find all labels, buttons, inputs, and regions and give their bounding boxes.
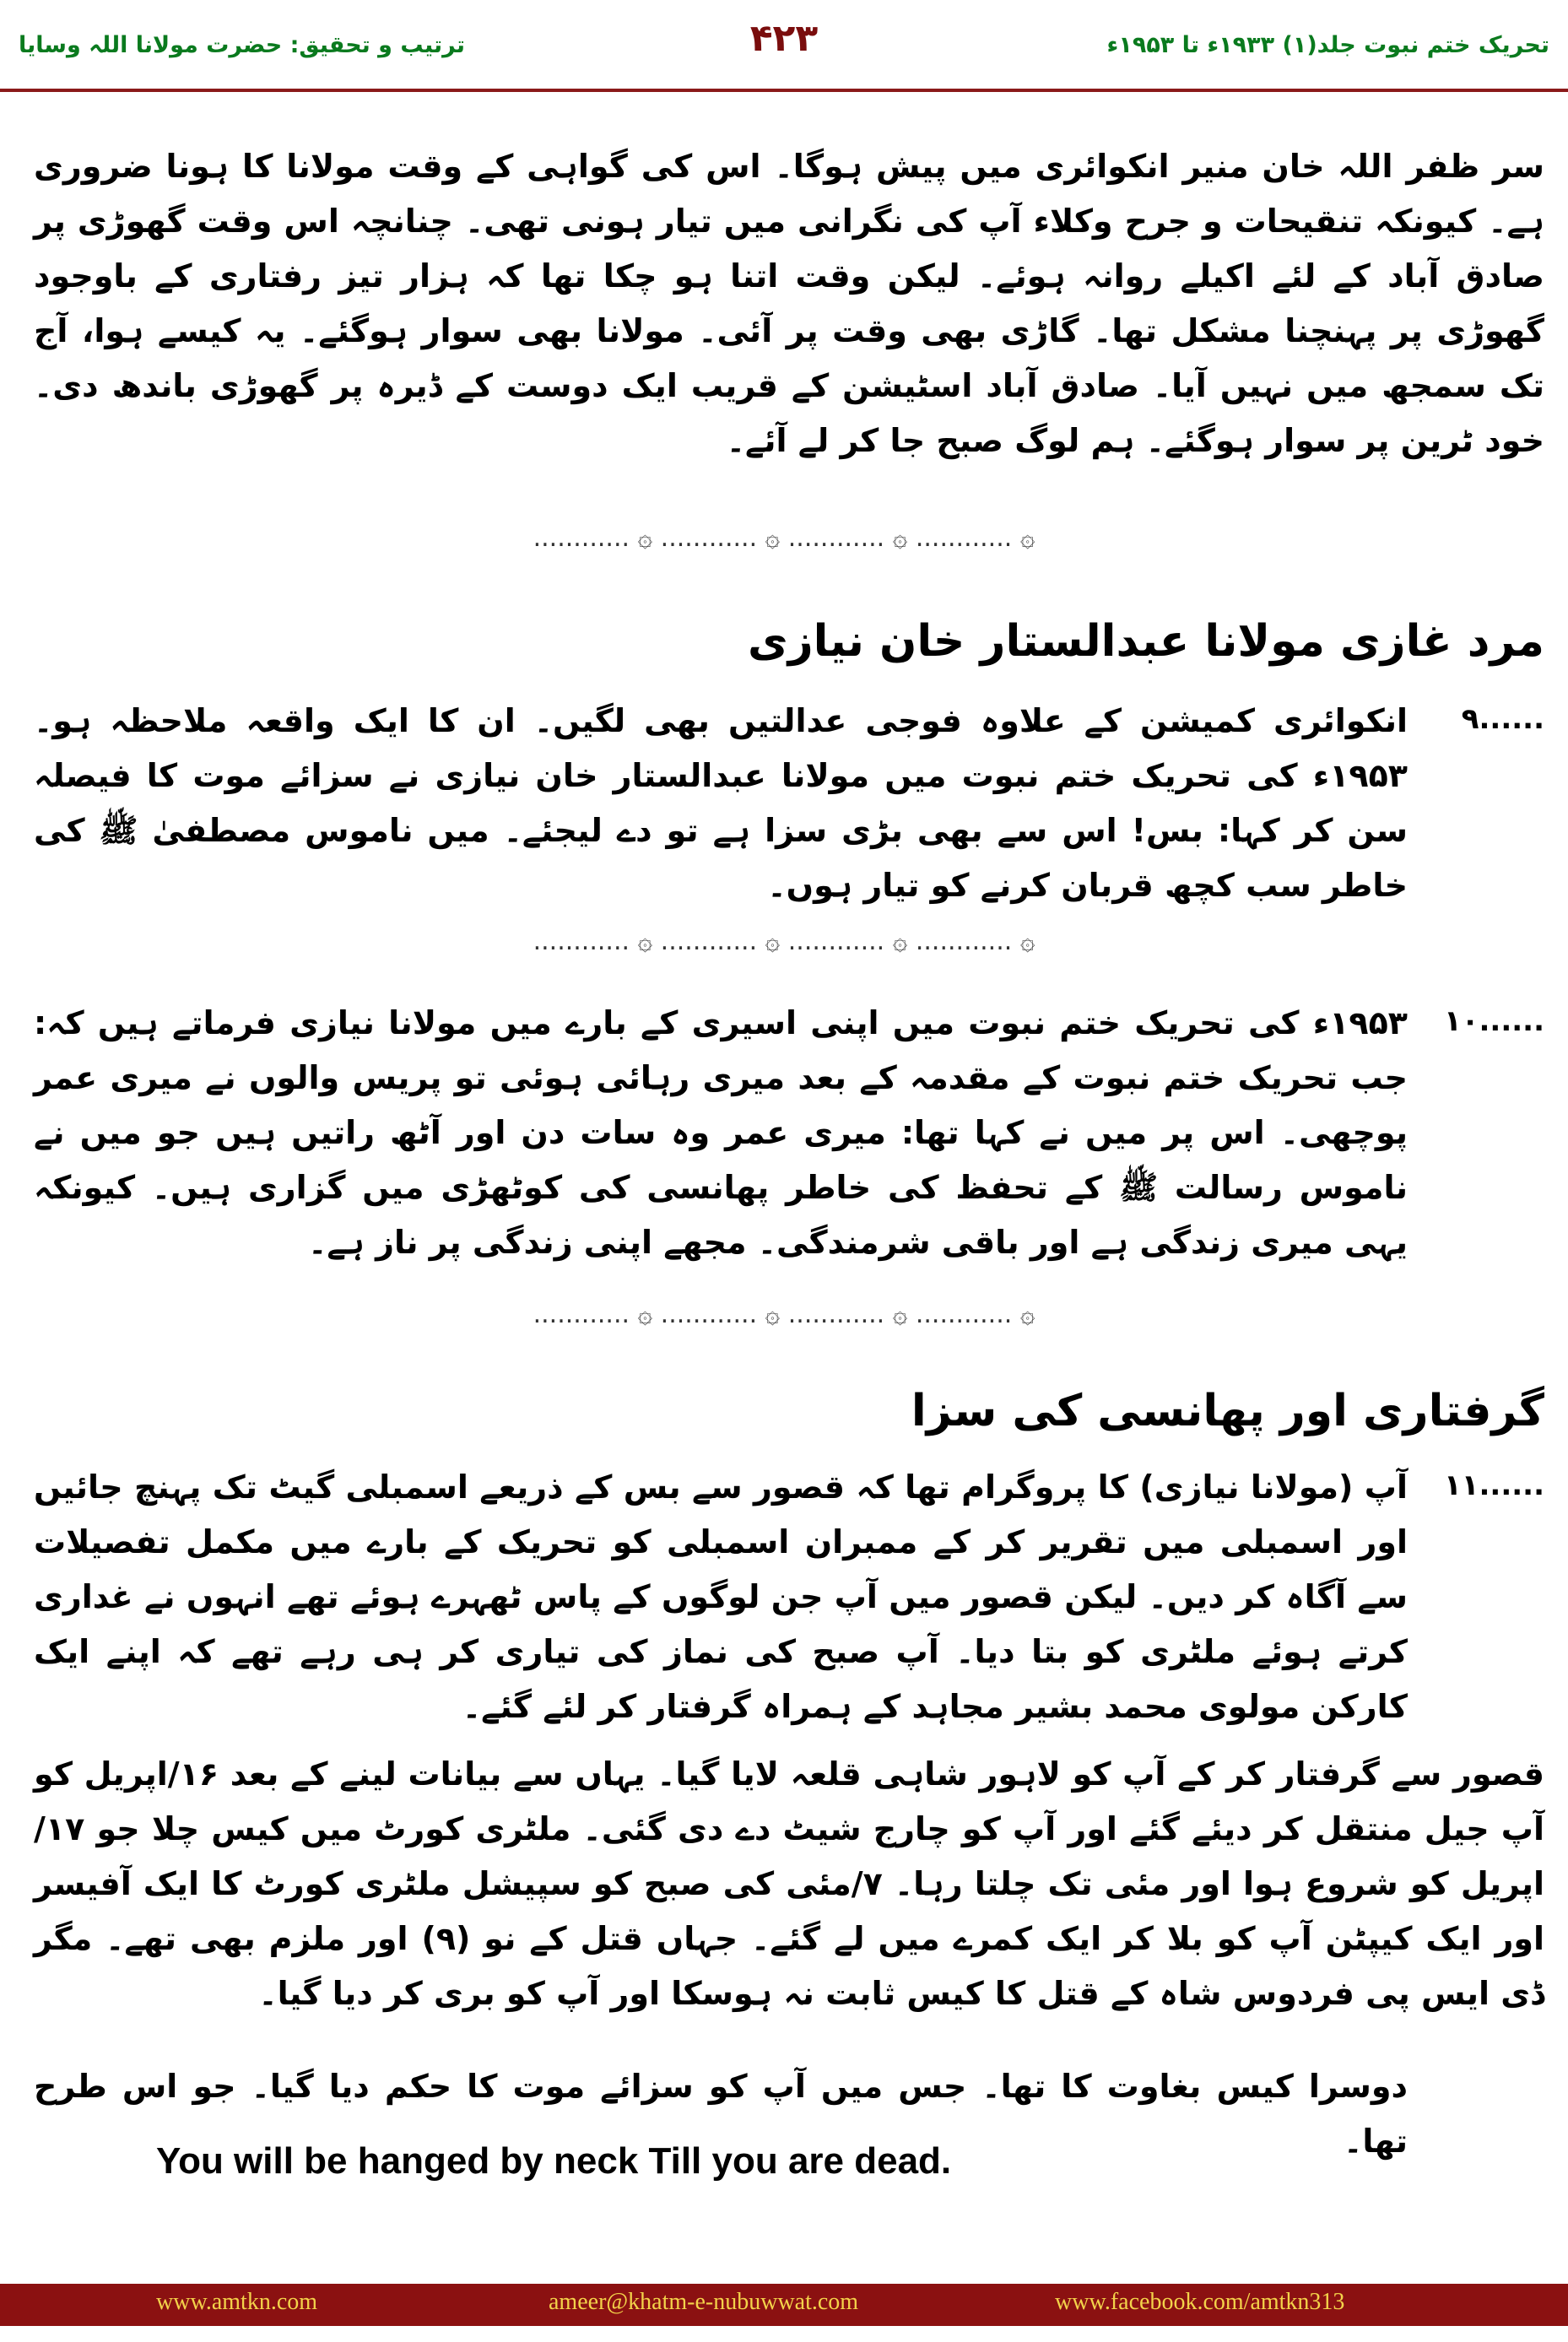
footer-website-link[interactable]: www.amtkn.com (156, 2289, 318, 2315)
paragraph-trial: قصور سے گرفتار کر کے آپ کو لاہور شاہی قلعہ لایا گیا۔ یہاں سے بیانات لینے کے بعد ۱۶/اپریل کو آپ جیل منتقل کر دیئے گئے اور آپ کو چارج شیٹ دے دی گئی۔ ملٹری کورٹ میں کیس چلا جو ۱۷/اپریل کو شروع ہوا اور مئی تک چلتا رہا۔ ۷/مئی کی صبح کو سپیشل ملٹری کورٹ کا ایک آفیسر اور ایک کیپٹن آپ کو بلا کر ایک کمرے میں لے گئے۔ جہاں قتل کے نو (۹) اور ملزم بھی تھے۔ مگر ڈی ایس پی فردوس شاہ کے قتل کا کیس ثابت نہ ہوسکا اور آپ کو بری کر دیا گیا۔ (34, 1755, 1544, 2012)
section-divider: ............ ۞ ............ ۞ ............ ۞ ............ ۞ (533, 1300, 1035, 1329)
paragraph-item-11: آپ (مولانا نیازی) کا پروگرام تھا کہ قصور سے بس کے ذریعے اسمبلی گیٹ تک پہنچ جائیں اور اسمبلی میں تقریر کر کے ممبران اسمبلی کو تحریک کے بارے میں مکمل تفصیلات سے آگاہ کر دیں۔ لیکن قصور میں آپ جن لوگوں کے پاس ٹھہرے ہوئے تھے انہوں نے غداری کرتے ہوئے ملٹری کو بتا دیا۔ آپ صبح کی نماز کی تیاری کر ہی رہے تھے کہ اپنے ایک کارکن مولوی محمد بشیر مجاہد کے ہمراہ گرفتار کر لئے گئے۔ (34, 1468, 1408, 1725)
item-number: ۱۱...... (1444, 1468, 1544, 1502)
footer-facebook-link[interactable]: www.facebook.com/amtkn313 (1055, 2289, 1345, 2315)
header-rule (0, 89, 1568, 92)
item-number: ۹...... (1461, 702, 1544, 736)
paragraph-item-9: انکوائری کمیشن کے علاوہ فوجی عدالتیں بھی لگیں۔ ان کا ایک واقعہ ملاحظہ ہو۔ ۱۹۵۳ء کی تحریک ختم نبوت میں مولانا عبدالستار خان نیازی نے سزائے موت کا فیصلہ سن کر کہا: بس! اس سے بھی بڑی سزا ہے تو دے لیجئے۔ میں ناموس مصطفیٰ ﷺ کی خاطر سب کچھ قربان کرنے کو تیار ہوں۔ (34, 702, 1408, 904)
paragraph-second-case: دوسرا کیس بغاوت کا تھا۔ جس میں آپ کو سزائے موت کا حکم دیا گیا۔ جو اس طرح تھا۔ (34, 2068, 1408, 2160)
page-number: ۴۲۳ (749, 17, 819, 60)
footer-email-link[interactable]: ameer@khatm-e-nubuwwat.com (549, 2289, 859, 2315)
section-divider: ............ ۞ ............ ۞ ............ ۞ ............ ۞ (533, 927, 1035, 956)
section-heading: گرفتاری اور پھانسی کی سزا (911, 1386, 1544, 1436)
paragraph-intro: سر ظفر اللہ خان منیر انکوائری میں پیش ہوگا۔ اس کی گواہی کے وقت مولانا کا ہونا ضروری ہے۔ کیونکہ تنقیحات و جرح وکلاء آپ کی نگرانی میں تیار ہونی تھی۔ چنانچہ اس وقت گھوڑی پر صادق آباد کے لئے اکیلے روانہ ہوئے۔ لیکن وقت اتنا ہو چکا تھا کہ ہزار تیز رفتاری کے باوجود گھوڑی پر پہنچنا مشکل تھا۔ گاڑی بھی وقت پر آئی۔ مولانا بھی سوار ہوگئے۔ یہ کیسے ہوا، آج تک سمجھ میں نہیں آیا۔ صادق آباد اسٹیشن کے قریب ایک دوست کے ڈیرہ پر گھوڑی باندھ دی۔ خود ٹرین پر سوار ہوگئے۔ ہم لوگ صبح جا کر لے آئے۔ (34, 148, 1544, 459)
header-book-title: تحریک ختم نبوت جلد(۱) ۱۹۳۳ء تا ۱۹۵۳ء (1106, 32, 1549, 58)
section-divider: ............ ۞ ............ ۞ ............ ۞ ............ ۞ (533, 523, 1035, 553)
paragraph-item-10: ۱۹۵۳ء کی تحریک ختم نبوت میں اپنی اسیری کے بارے میں مولانا نیازی فرماتے ہیں کہ: جب تحریک ختم نبوت کے مقدمہ کے بعد میری رہائی ہوئی تو پریس والوں نے میری عمر پوچھی۔ اس پر میں نے کہا تھا: میری عمر وہ سات دن اور آٹھ راتیں ہیں جو میں نے ناموس رسالت ﷺ کے تحفظ کی خاطر پھانسی کی کوٹھڑی میں گزاری ہیں۔ کیونکہ یہی میری زندگی ہے اور باقی شرمندگی۔ مجھے اپنی زندگی پر ناز ہے۔ (34, 1004, 1408, 1261)
english-quote: You will be hanged by neck Till you are dead. (156, 2140, 952, 2182)
item-number: ۱۰...... (1444, 1004, 1544, 1038)
header-author: ترتیب و تحقیق: حضرت مولانا اللہ وسایا (19, 32, 466, 58)
section-heading: مرد غازی مولانا عبدالستار خان نیازی (748, 616, 1544, 667)
